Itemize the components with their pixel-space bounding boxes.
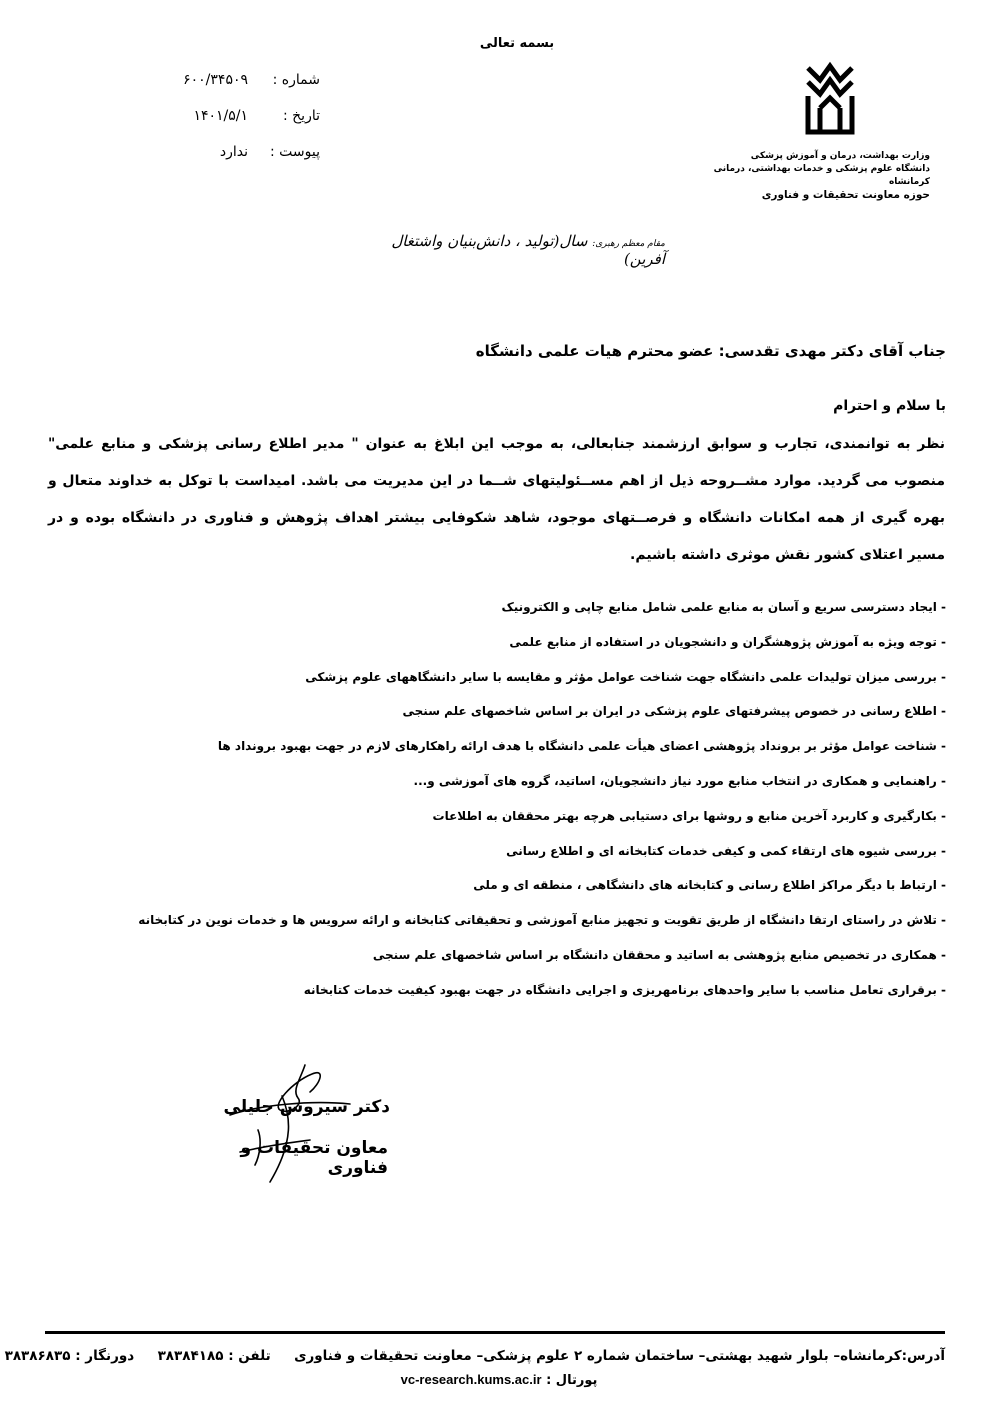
slogan-text: سال(تولید ، دانش‌بنیان واشتغال آفرین) xyxy=(391,232,665,268)
duty-item: - ایجاد دسترسی سریع و آسان به منابع علمی شامل منابع چاپی و الکترونیک xyxy=(501,600,946,614)
recipient-line: جناب آقای دکتر مهدی تقدسی: عضو محترم هیات علمی دانشگاه xyxy=(475,342,946,360)
footer-portal xyxy=(0,1372,992,1388)
duty-item: - شناخت عوامل مؤثر بر برونداد پژوهشی اعضای هیأت علمی دانشگاه با هدف ارائه راهکارهای لازم در جهت بهبود برونداد ها xyxy=(217,739,946,754)
phone-number: ۳۸۳۸۴۱۸۵ xyxy=(157,1348,224,1364)
fax-number: ۳۸۳۸۶۸۳۵ xyxy=(4,1348,71,1364)
department-name: حوزه معاونت تحقیقات و فناوری xyxy=(761,189,930,201)
footer-contact xyxy=(5,1348,945,1364)
duty-item: - بررسی میزان تولیدات علمی دانشگاه جهت شناخت عوامل مؤثر و مقایسه با سایر دانشگاههای علوم پزشکی xyxy=(305,669,946,684)
number-row xyxy=(150,62,320,98)
duty-item: - بررسی شیوه های ارتقاء کمی و کیفی خدمات کتابخانه ای و اطلاع رسانی xyxy=(506,843,946,858)
number-label: شماره : xyxy=(272,72,320,88)
basmala: بسمه تعالی xyxy=(479,36,555,51)
footer-address: آدرس:کرمانشاه– بلوار شهید بهشتی– ساختمان شماره ۲ علوم پزشکی– معاونت تحقیقات و فناوری xyxy=(294,1348,945,1364)
signatory-title: معاون تحقیقات و فناوری xyxy=(240,1138,388,1178)
duty-item: - همکاری در تخصیص منابع پژوهشی به اساتید و محققان دانشگاه بر اساس شاخصهای علم سنجی xyxy=(372,947,946,962)
number-value: ۶۰۰/۳۴۵۰۹ xyxy=(183,72,248,88)
attachment-label: پیوست : xyxy=(270,144,320,160)
attachment-row xyxy=(150,134,320,170)
date-row xyxy=(150,98,320,134)
duties-list xyxy=(66,590,946,1008)
portal-label: پورتال : xyxy=(546,1373,598,1388)
greeting: با سلام و احترام xyxy=(833,398,946,414)
slogan-lead: مقام معظم رهبری: xyxy=(592,239,665,249)
letter-metadata xyxy=(150,62,320,170)
duty-item: - تلاش در راستای ارتقا دانشگاه از طریق تقویت و تجهیز منابع آموزشی و تحقیقاتی کتابخانه و ارائه سرویس ها و خدمات نوین در کتابخانه xyxy=(138,913,946,928)
duty-item: - برقراری تعامل مناسب با سایر واحدهای برنامهریزی و اجرایی دانشگاه در جهت بهبود کیفیت خدمات کتابخانه xyxy=(303,982,946,997)
ministry-name: وزارت بهداشت، درمان و آموزش پزشکی xyxy=(750,151,930,161)
university-logo xyxy=(800,60,860,140)
date-value: ۱۴۰۱/۵/۱ xyxy=(193,108,248,124)
phone-label: تلفن : xyxy=(228,1348,271,1364)
duty-item: - ارتباط با دیگر مراکز اطلاع رسانی و کتابخانه های دانشگاهی ، منطقه ای و ملی xyxy=(473,878,946,893)
duty-item: - توجه ویژه به آموزش پژوهشگران و دانشجویان در استفاده از منابع علمی xyxy=(509,634,946,649)
duty-item: - اطلاع رسانی در خصوص پیشرفتهای علوم پزشکی در ایران بر اساس شاخصهای علم سنجی xyxy=(402,704,946,719)
duty-item: - راهنمایی و همکاری در انتخاب منابع مورد نیاز دانشجویان، اساتید، گروه های آموزشی و... xyxy=(413,773,946,788)
year-slogan xyxy=(380,232,665,268)
footer-divider xyxy=(45,1331,945,1334)
organization-header xyxy=(700,150,930,202)
date-label: تاریخ : xyxy=(282,108,320,124)
portal-link[interactable]: vc-research.kums.ac.ir xyxy=(400,1372,542,1387)
attachment-value: ندارد xyxy=(219,144,248,160)
university-name: دانشگاه علوم پزشکی و خدمات بهداشتی، درمانی کرمانشاه xyxy=(713,164,930,187)
fax-label: دورنگار : xyxy=(75,1348,135,1364)
duty-item: - بکارگیری و کاربرد آخرین منابع و روشها برای دستیابی هرچه بهتر محققان به اطلاعات xyxy=(432,808,946,823)
signatory-name: دکتر سیروس جلیلی xyxy=(223,1097,390,1117)
letter-body: نظر به توانمندی، تجارب و سوابق ارزشمند جنابعالی، به موجب این ابلاغ به عنوان " مدیر اطلاع رسانی پزشکی و منابع علمی" منصوب می گردید. موارد مشــروحه ذیل از اهم مســئولیتهای شــما در این مدیریت می باشد. امیداست با توکل به خداوند متعال و بهره گیری از همه امکانات دانشگاه و فرصــتهای موجود، شاهد شکوفایی بیشتر اهداف پژوهش و فناوری در دانشگاه بوده و در مسیر اعتلای کشور نقش موثری داشته باشیم. xyxy=(48,436,945,563)
